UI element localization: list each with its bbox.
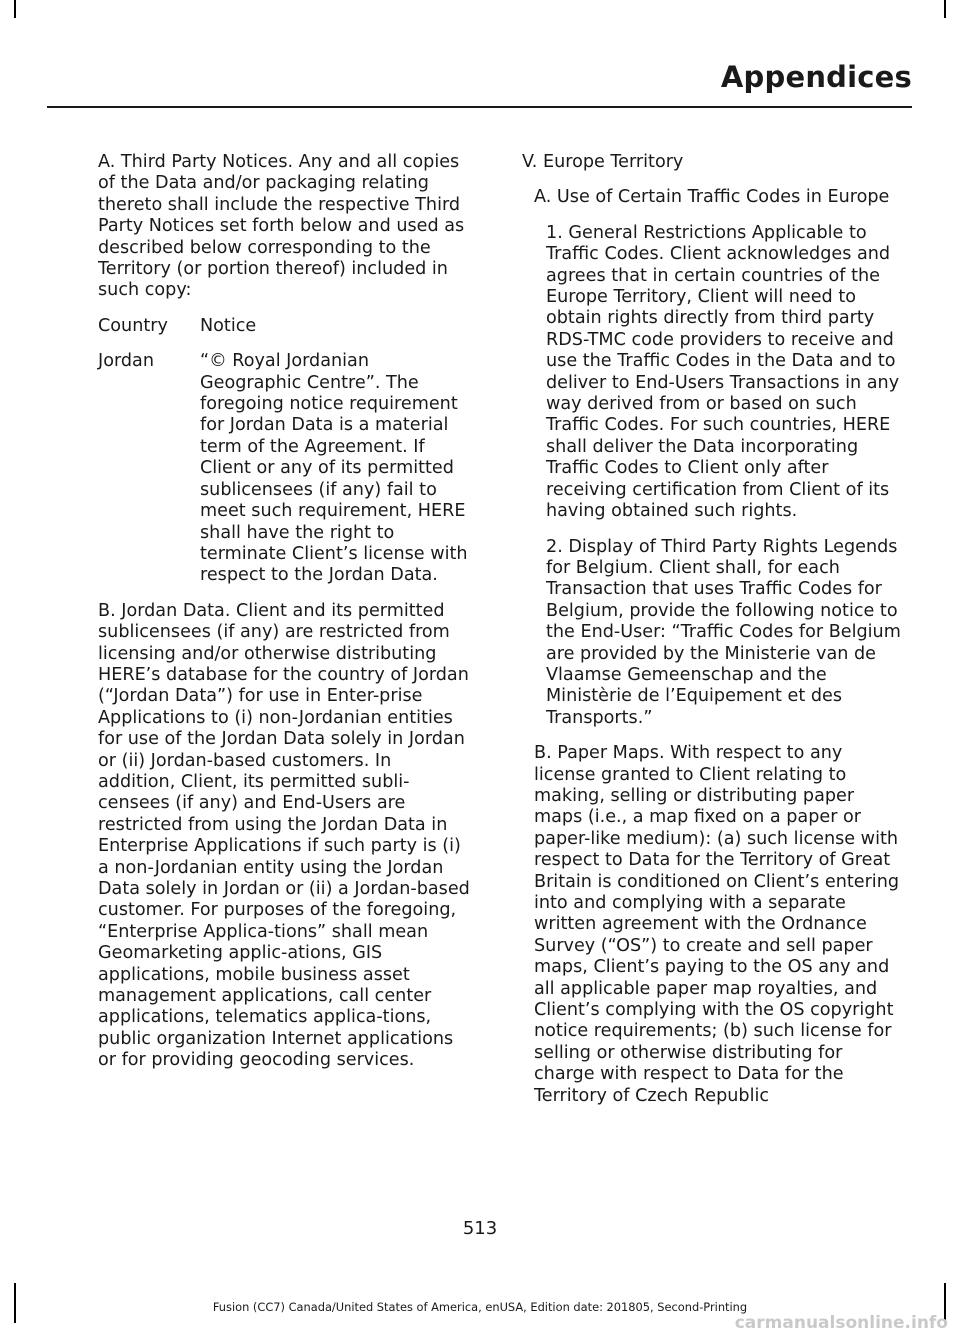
header-rule (47, 106, 912, 108)
right-column (522, 152, 902, 1121)
page-title: Appendices (720, 60, 912, 94)
notice-table-header (98, 316, 470, 337)
watermark: carmanualsonline.info (734, 1313, 948, 1333)
left-column (98, 152, 470, 1086)
table-header-country: Country (98, 315, 168, 336)
table-header-notice: Notice (200, 315, 257, 336)
table-cell-notice: “© Royal Jordanian Geographic Centre”. The foregoing notice requirement for Jordan Data is a material term of the Agreement. If Client or any of its permitted sublicensees (if any) fail to meet such requirement, HERE shall have the right to terminate Client’s license with respect to the Jordan Data. (200, 351, 468, 586)
item-general-restrictions: 1. General Restrictions Applicable to Traffic Codes. Client acknowledges and agrees that in certain countries of the Europe Territory, Client will need to obtain rights directly from third party RDS-TMC code providers to receive and use the Traffic Codes in the Data and to deliver to End-Users Transactions in any way derived from or based on such Traffic Codes. For such countries, HERE shall deliver the Data incorporating Traffic Codes to Client only after receiving certification from Client of its having obtained such rights. (546, 222, 900, 522)
paragraph-third-party-notices: A. Third Party Notices. Any and all copies of the Data and/or packaging relating thereto shall include the respective Third Party Notices set forth below and used as described below corresponding to the Territory (or portion thereof) included in such copy: (98, 152, 465, 301)
paragraph-jordan-data: B. Jordan Data. Client and its permitted sublicensees (if any) are restricted from licensing and/or otherwise distributing HERE’s database for the country of Jordan (“Jordan Data”) for use in Enter-prise Applications to (i) non-Jordanian entities for use of the Jordan Data solely in Jordan or (ii) Jordan-based customers. In addition, Client, its permitted subli-censees (if any) and End-Users are restricted from using the Jordan Data in Enterprise Applications if such party is (i) a non-Jordanian entity using the Jordan Data solely in Jordan or (ii) a Jordan-based customer. For purposes of the foregoing, “Enterprise Applica-tions” shall mean Geomarketing applic-ations, GIS applications, mobile business asset management applications, call center applications, telematics applica-tions, public organization Internet applications or for providing geocoding services. (98, 600, 470, 1071)
table-cell-country: Jordan (98, 351, 154, 372)
crop-mark-top-left (14, 0, 16, 18)
crop-mark-top-right (944, 0, 946, 18)
item-belgium-legends: 2. Display of Third Party Rights Legends for Belgium. Client shall, for each Transaction that uses Traffic Codes for Belgium, provide the following notice to the End-User: “Traffic Codes for Belgium are provided by the Ministerie van de Vlaamse Gemeenschap and the Ministèrie de l’Equipement et des Transports.” (546, 536, 901, 728)
heading-europe-territory: V. Europe Territory (522, 152, 684, 172)
table-row (98, 351, 470, 586)
footer-edition: Fusion (CC7) Canada/United States of America, enUSA, Edition date: 201805, Second-Printing (212, 1300, 748, 1314)
page-number: 513 (462, 1218, 498, 1239)
paragraph-paper-maps: B. Paper Maps. With respect to any license granted to Client relating to making, selling or distributing paper maps (i.e., a map fixed on a paper or paper-like medium): (a) such license with respect to Data for the Territory of Great Britain is conditioned on Client’s entering into and complying with a separate written agreement with the Ordnance Survey (“OS”) to create and sell paper maps, Client’s paying to the OS any and all applicable paper map royalties, and Client’s complying with the OS copyright notice requirements; (b) such license for selling or otherwise distributing for charge with respect to Data for the Territory of Czech Republic (534, 743, 900, 1106)
heading-traffic-codes: A. Use of Certain Traffic Codes in Europe (534, 187, 890, 208)
